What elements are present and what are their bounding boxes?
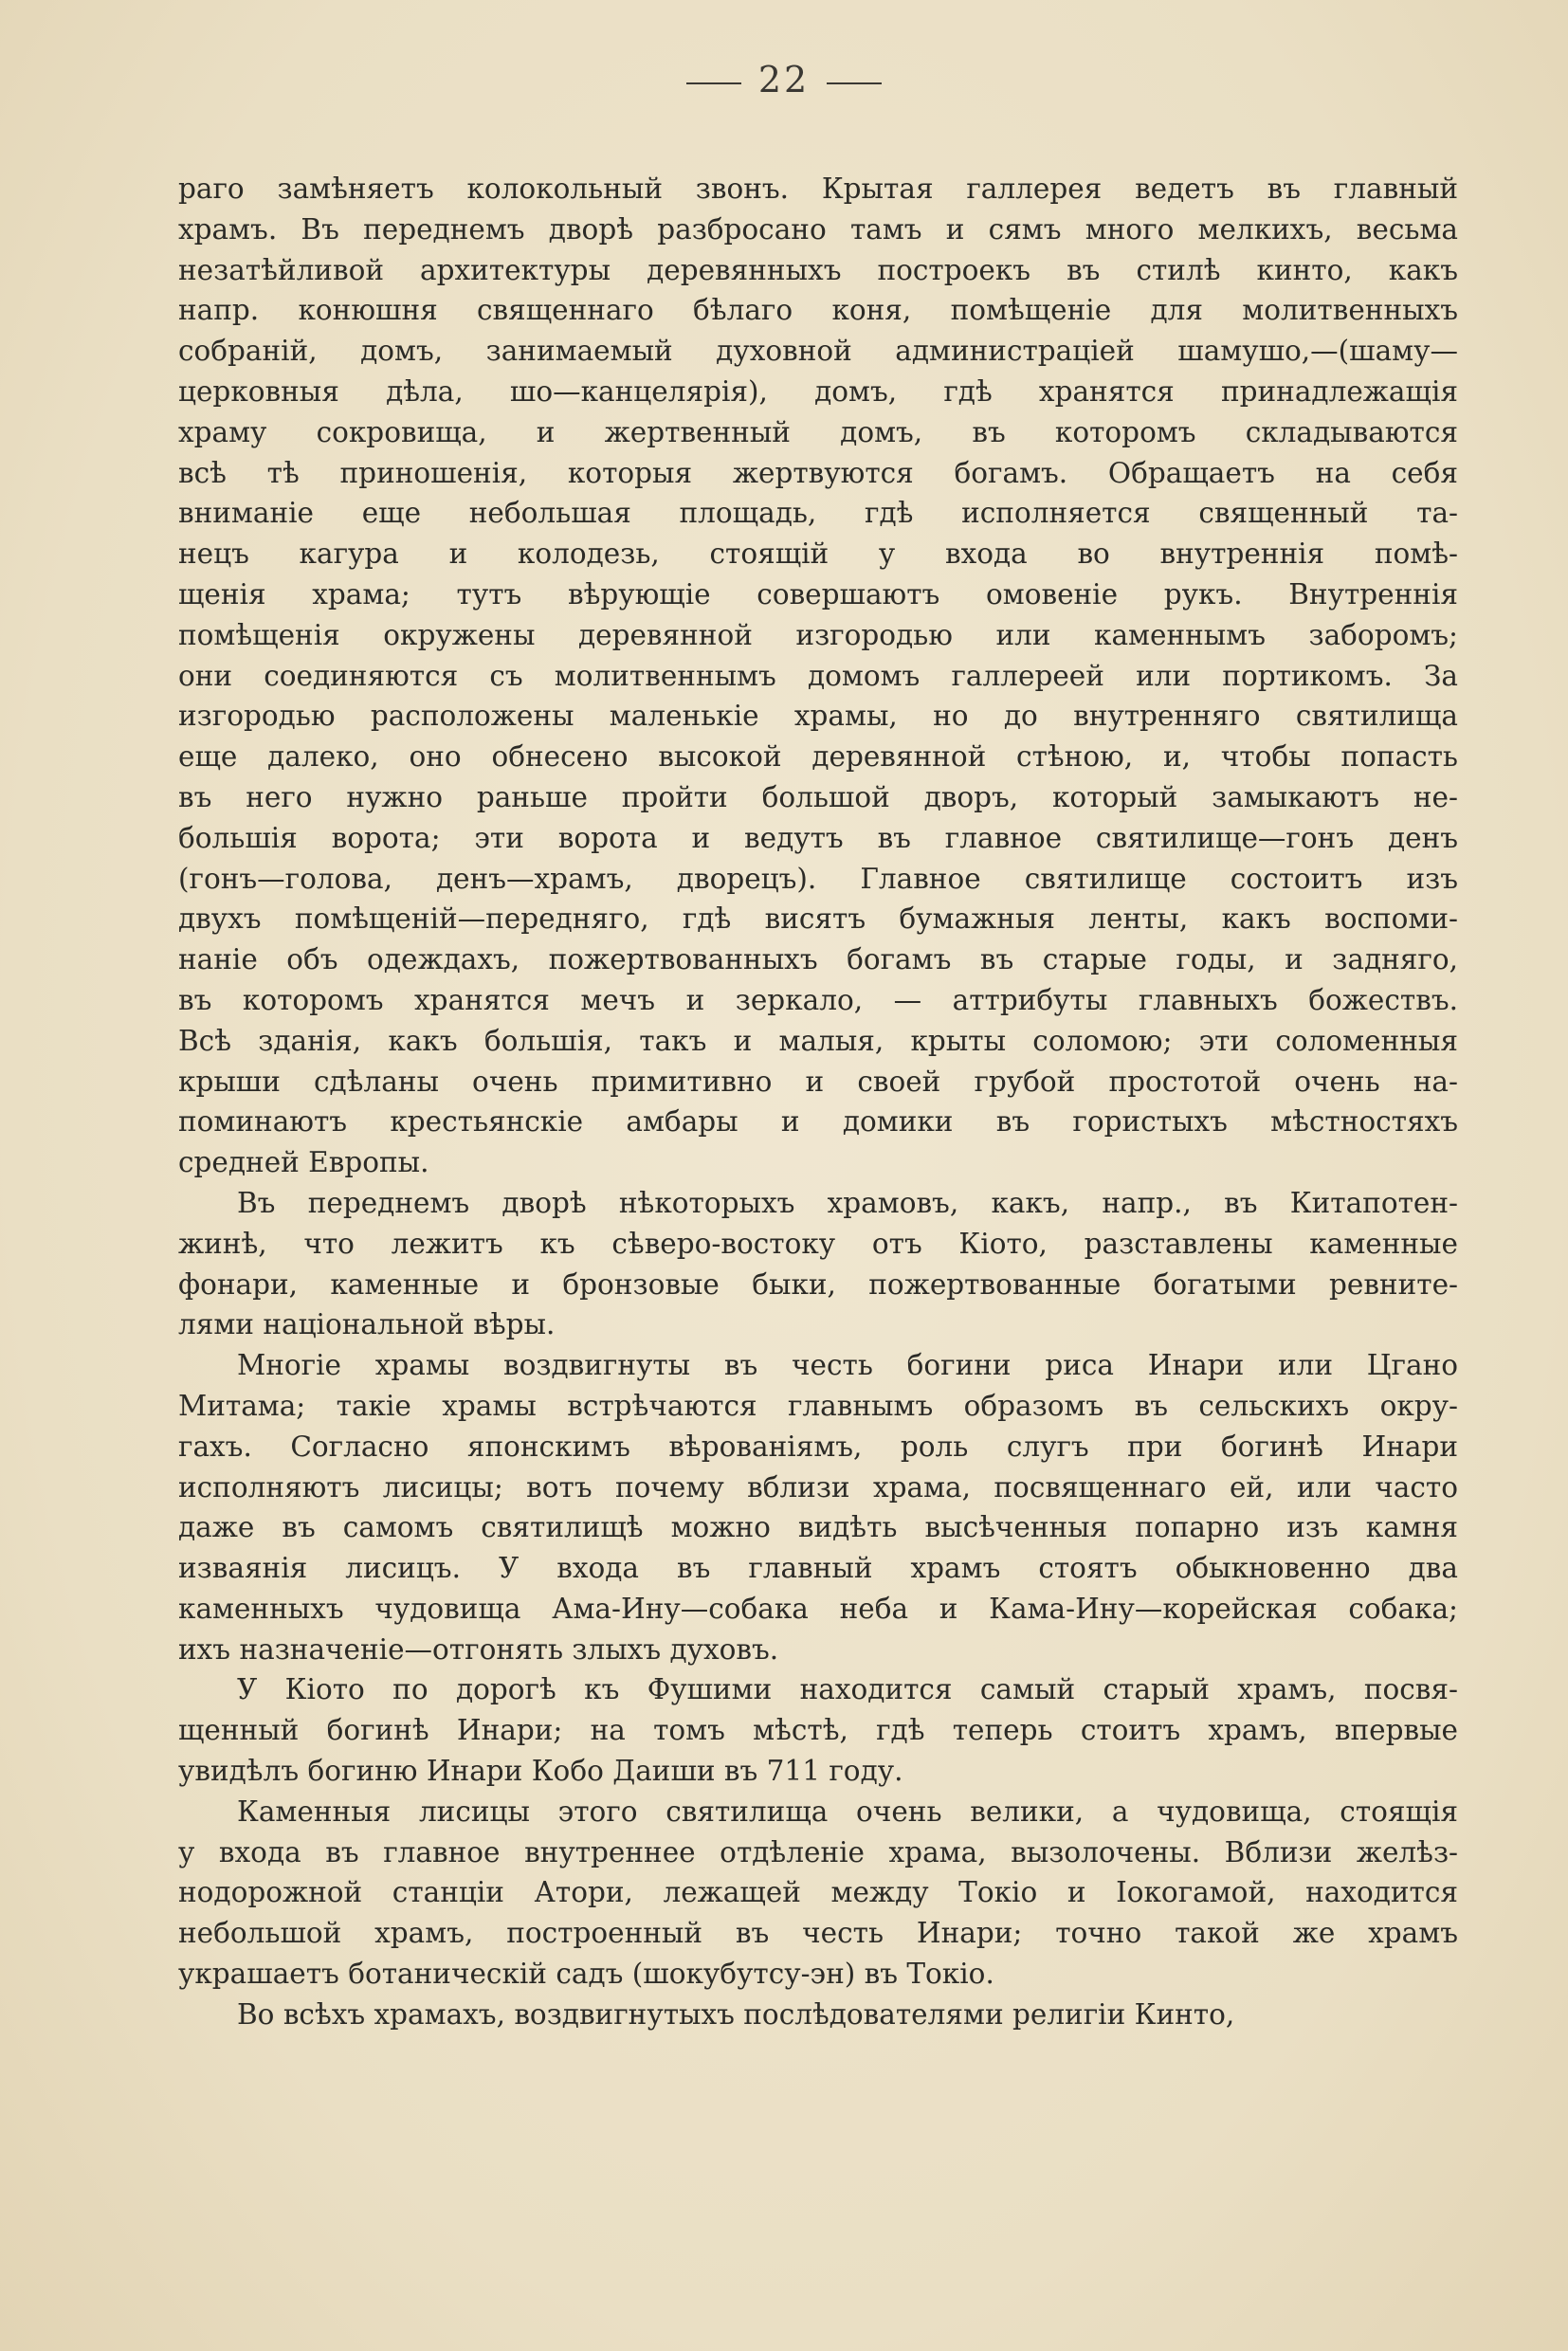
text-line: храму сокровища, и жертвенный домъ, въ которомъ складываются (178, 415, 1458, 448)
text-line: Въ переднемъ дворѣ нѣкоторыхъ храмовъ, какъ, напр., въ Китапотен- (237, 1186, 1458, 1219)
text-line: Митама; такіе храмы встрѣчаются главнымъ образомъ въ сельскихъ окру- (178, 1389, 1458, 1422)
text-line: крыши сдѣланы очень примитивно и своей грубой простотой очень на- (178, 1065, 1458, 1098)
text-line: собраній, домъ, занимаемый духовной администраціей шамушо,—(шаму— (178, 335, 1458, 368)
text-line: храмъ. Въ переднемъ дворѣ разбросано тамъ и сямъ много мелкихъ, весьма (178, 212, 1458, 246)
text-line: даже въ самомъ святилищѣ можно видѣть высѣченныя попарно изъ камня (178, 1511, 1458, 1544)
text-line: У Кіото по дорогѣ къ Фушими находится самый старый храмъ, посвя- (237, 1673, 1458, 1706)
text-line: еще далеко, оно обнесено высокой деревянной стѣною, и, чтобы попасть (178, 740, 1458, 774)
text-line: ихъ назначеніе—отгонять злыхъ духовъ. (178, 1632, 779, 1666)
text-line: Многіе храмы воздвигнуты въ честь богини риса Инари или Цгано (237, 1349, 1458, 1382)
text-line: вниманіе еще небольшая площадь, гдѣ исполняется священный та- (178, 497, 1458, 530)
paragraph (178, 1345, 1458, 1669)
body-text (178, 169, 1458, 2035)
text-line: небольшой храмъ, построенный въ честь Инари; точно такой же храмъ (178, 1917, 1458, 1950)
text-line: они соединяются съ молитвеннымъ домомъ галлереей или портикомъ. За (178, 659, 1458, 692)
text-line: напр. конюшня священнаго бѣлаго коня, помѣщеніе для молитвенныхъ (178, 294, 1458, 327)
text-line: (гонъ—голова, денъ—храмъ, дворецъ). Главное святилище состоитъ изъ (178, 862, 1458, 895)
text-line: нецъ кагура и колодезь, стоящій у входа во внутреннія помѣ- (178, 538, 1458, 571)
text-line: церковныя дѣла, шо—канцелярія), домъ, гдѣ хранятся принадлежащія (178, 374, 1458, 408)
text-line: всѣ тѣ приношенія, которыя жертвуются богамъ. Обращаетъ на себя (178, 456, 1458, 489)
text-line: нодорожной станціи Атори, лежащей между Токіо и Іокогамой, находится (178, 1876, 1458, 1909)
text-line: въ которомъ хранятся мечъ и зеркало, — аттрибуты главныхъ божествъ. (178, 983, 1458, 1016)
text-line: незатѣйливой архитектуры деревянныхъ построекъ въ стилѣ кинто, какъ (178, 253, 1458, 286)
page-number-value: 22 (757, 59, 811, 100)
text-line: въ него нужно раньше пройти большой дворъ, который замыкаютъ не- (178, 780, 1458, 813)
text-line: изгородью расположены маленькіе храмы, но до внутренняго святилища (178, 700, 1458, 733)
page-number-dash-right (827, 82, 882, 84)
paragraph (178, 1792, 1458, 1995)
text-line: изваянія лисицъ. У входа въ главный храмъ стоятъ обыкновенно два (178, 1552, 1458, 1585)
text-line: раго замѣняетъ колокольный звонъ. Крытая галлерея ведетъ въ главный (178, 173, 1458, 205)
text-line: Каменныя лисицы этого святилища очень велики, а чудовища, стоящія (237, 1795, 1458, 1828)
text-line: средней Европы. (178, 1146, 429, 1179)
paragraph (178, 169, 1458, 1183)
text-line: фонари, каменные и бронзовые быки, пожертвованные богатыми ревните- (178, 1267, 1458, 1301)
text-line: двухъ помѣщеній—передняго, гдѣ висятъ бумажныя ленты, какъ воспоми- (178, 902, 1458, 936)
text-line: у входа въ главное внутреннее отдѣленіе храма, вызолочены. Вблизи желѣз- (178, 1835, 1458, 1868)
paragraph (178, 1669, 1458, 1791)
text-line: каменныхъ чудовища Ама-Ину—собака неба и Кама-Ину—корейская собака; (178, 1592, 1458, 1625)
text-line: наніе объ одеждахъ, пожертвованныхъ богамъ въ старые годы, и задняго, (178, 943, 1458, 976)
text-line: помѣщенія окружены деревянной изгородью или каменнымъ заборомъ; (178, 618, 1458, 651)
page-number (0, 59, 1568, 100)
text-line: большія ворота; эти ворота и ведутъ въ главное святилище—гонъ денъ (178, 821, 1458, 854)
text-line: гахъ. Согласно японскимъ вѣрованіямъ, роль слугъ при богинѣ Инари (178, 1430, 1458, 1463)
text-line: лями національной вѣры. (178, 1308, 556, 1341)
text-line: щенный богинѣ Инари; на томъ мѣстѣ, гдѣ теперь стоитъ храмъ, впервые (178, 1714, 1458, 1747)
text-line: украшаетъ ботаническій садъ (шокубутсу-эн) въ Токіо. (178, 1958, 994, 1991)
page-number-dash-left (686, 82, 741, 84)
text-line: щенія храма; тутъ вѣрующіе совершаютъ омовеніе рукъ. Внутреннія (178, 577, 1458, 611)
paragraph (178, 1995, 1458, 2035)
text-line: жинѣ, что лежитъ къ сѣверо-востоку отъ Кіото, разставлены каменные (178, 1227, 1458, 1260)
text-line: исполняютъ лисицы; вотъ почему вблизи храма, посвященнаго ей, или часто (178, 1470, 1458, 1504)
text-line: Во всѣхъ храмахъ, воздвигнутыхъ послѣдователями религіи Кинто, (237, 1997, 1235, 2031)
paragraph (178, 1183, 1458, 1345)
text-line: поминаютъ крестьянскіе амбары и домики въ гористыхъ мѣстностяхъ (178, 1105, 1458, 1139)
text-line: Всѣ зданія, какъ большія, такъ и малыя, крыты соломою; эти соломенныя (178, 1024, 1458, 1057)
text-line: увидѣлъ богиню Инари Кобо Даиши въ 711 году. (178, 1755, 903, 1788)
